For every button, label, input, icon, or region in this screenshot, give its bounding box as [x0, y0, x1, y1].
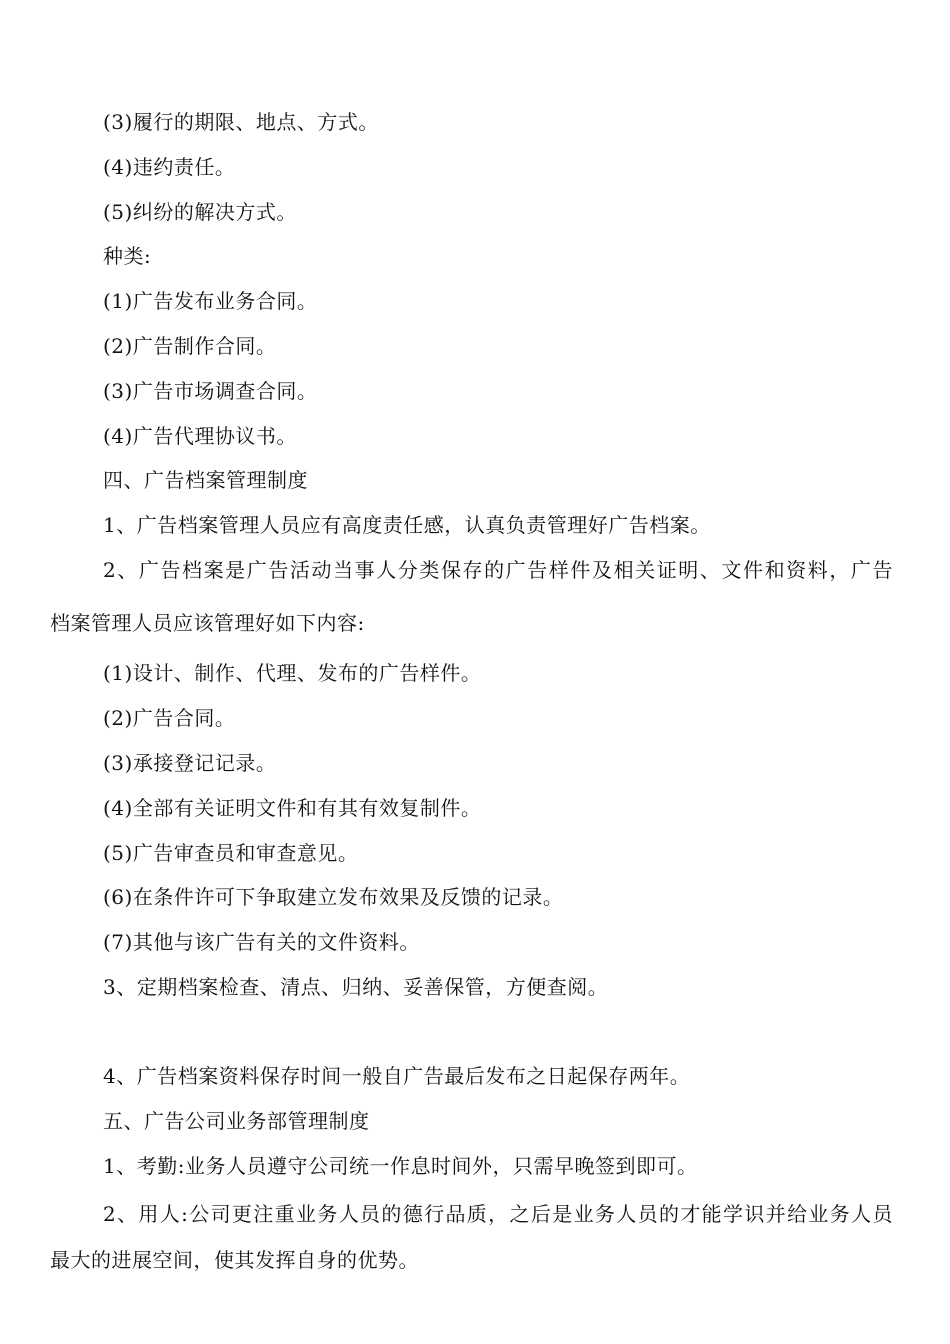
paragraph-line: (4)广告代理协议书。: [103, 424, 297, 448]
paragraph-line: (1)设计、制作、代理、发布的广告样件。: [103, 661, 482, 685]
paragraph-line: 2、用人:公司更注重业务人员的德行品质，之后是业务人员的才能学识并给业务人员: [103, 1202, 893, 1226]
paragraph-line: (7)其他与该广告有关的文件资料。: [103, 930, 420, 954]
paragraph-line: 3、定期档案检查、清点、归纳、妥善保管，方便查阅。: [103, 975, 609, 999]
paragraph-line: (2)广告合同。: [103, 706, 236, 730]
paragraph-line: (3)履行的期限、地点、方式。: [103, 110, 379, 134]
paragraph-line: 档案管理人员应该管理好如下内容:: [50, 611, 365, 635]
paragraph-line: 1、考勤:业务人员遵守公司统一作息时间外，只需早晚签到即可。: [103, 1154, 698, 1178]
paragraph-line: (4)违约责任。: [103, 155, 236, 179]
section-heading: 五、广告公司业务部管理制度: [103, 1109, 370, 1133]
paragraph-line: (1)广告发布业务合同。: [103, 289, 318, 313]
paragraph-line: (6)在条件许可下争取建立发布效果及反馈的记录。: [103, 885, 564, 909]
paragraph-line: (3)广告市场调查合同。: [103, 379, 318, 403]
paragraph-line: 4、广告档案资料保存时间一般自广告最后发布之日起保存两年。: [103, 1064, 691, 1088]
paragraph-line: 种类:: [103, 244, 152, 268]
paragraph-line: (2)广告制作合同。: [103, 334, 277, 358]
section-heading: 四、广告档案管理制度: [103, 468, 308, 492]
paragraph-line: 2、广告档案是广告活动当事人分类保存的广告样件及相关证明、文件和资料，广告: [103, 558, 893, 582]
paragraph-line: (5)纠纷的解决方式。: [103, 200, 297, 224]
paragraph-line: (5)广告审查员和审查意见。: [103, 841, 359, 865]
paragraph-line: (4)全部有关证明文件和有其有效复制件。: [103, 796, 482, 820]
paragraph-line: (3)承接登记记录。: [103, 751, 277, 775]
paragraph-line: 最大的进展空间，使其发挥自身的优势。: [50, 1248, 419, 1272]
paragraph-line: 1、广告档案管理人员应有高度责任感，认真负责管理好广告档案。: [103, 513, 711, 537]
